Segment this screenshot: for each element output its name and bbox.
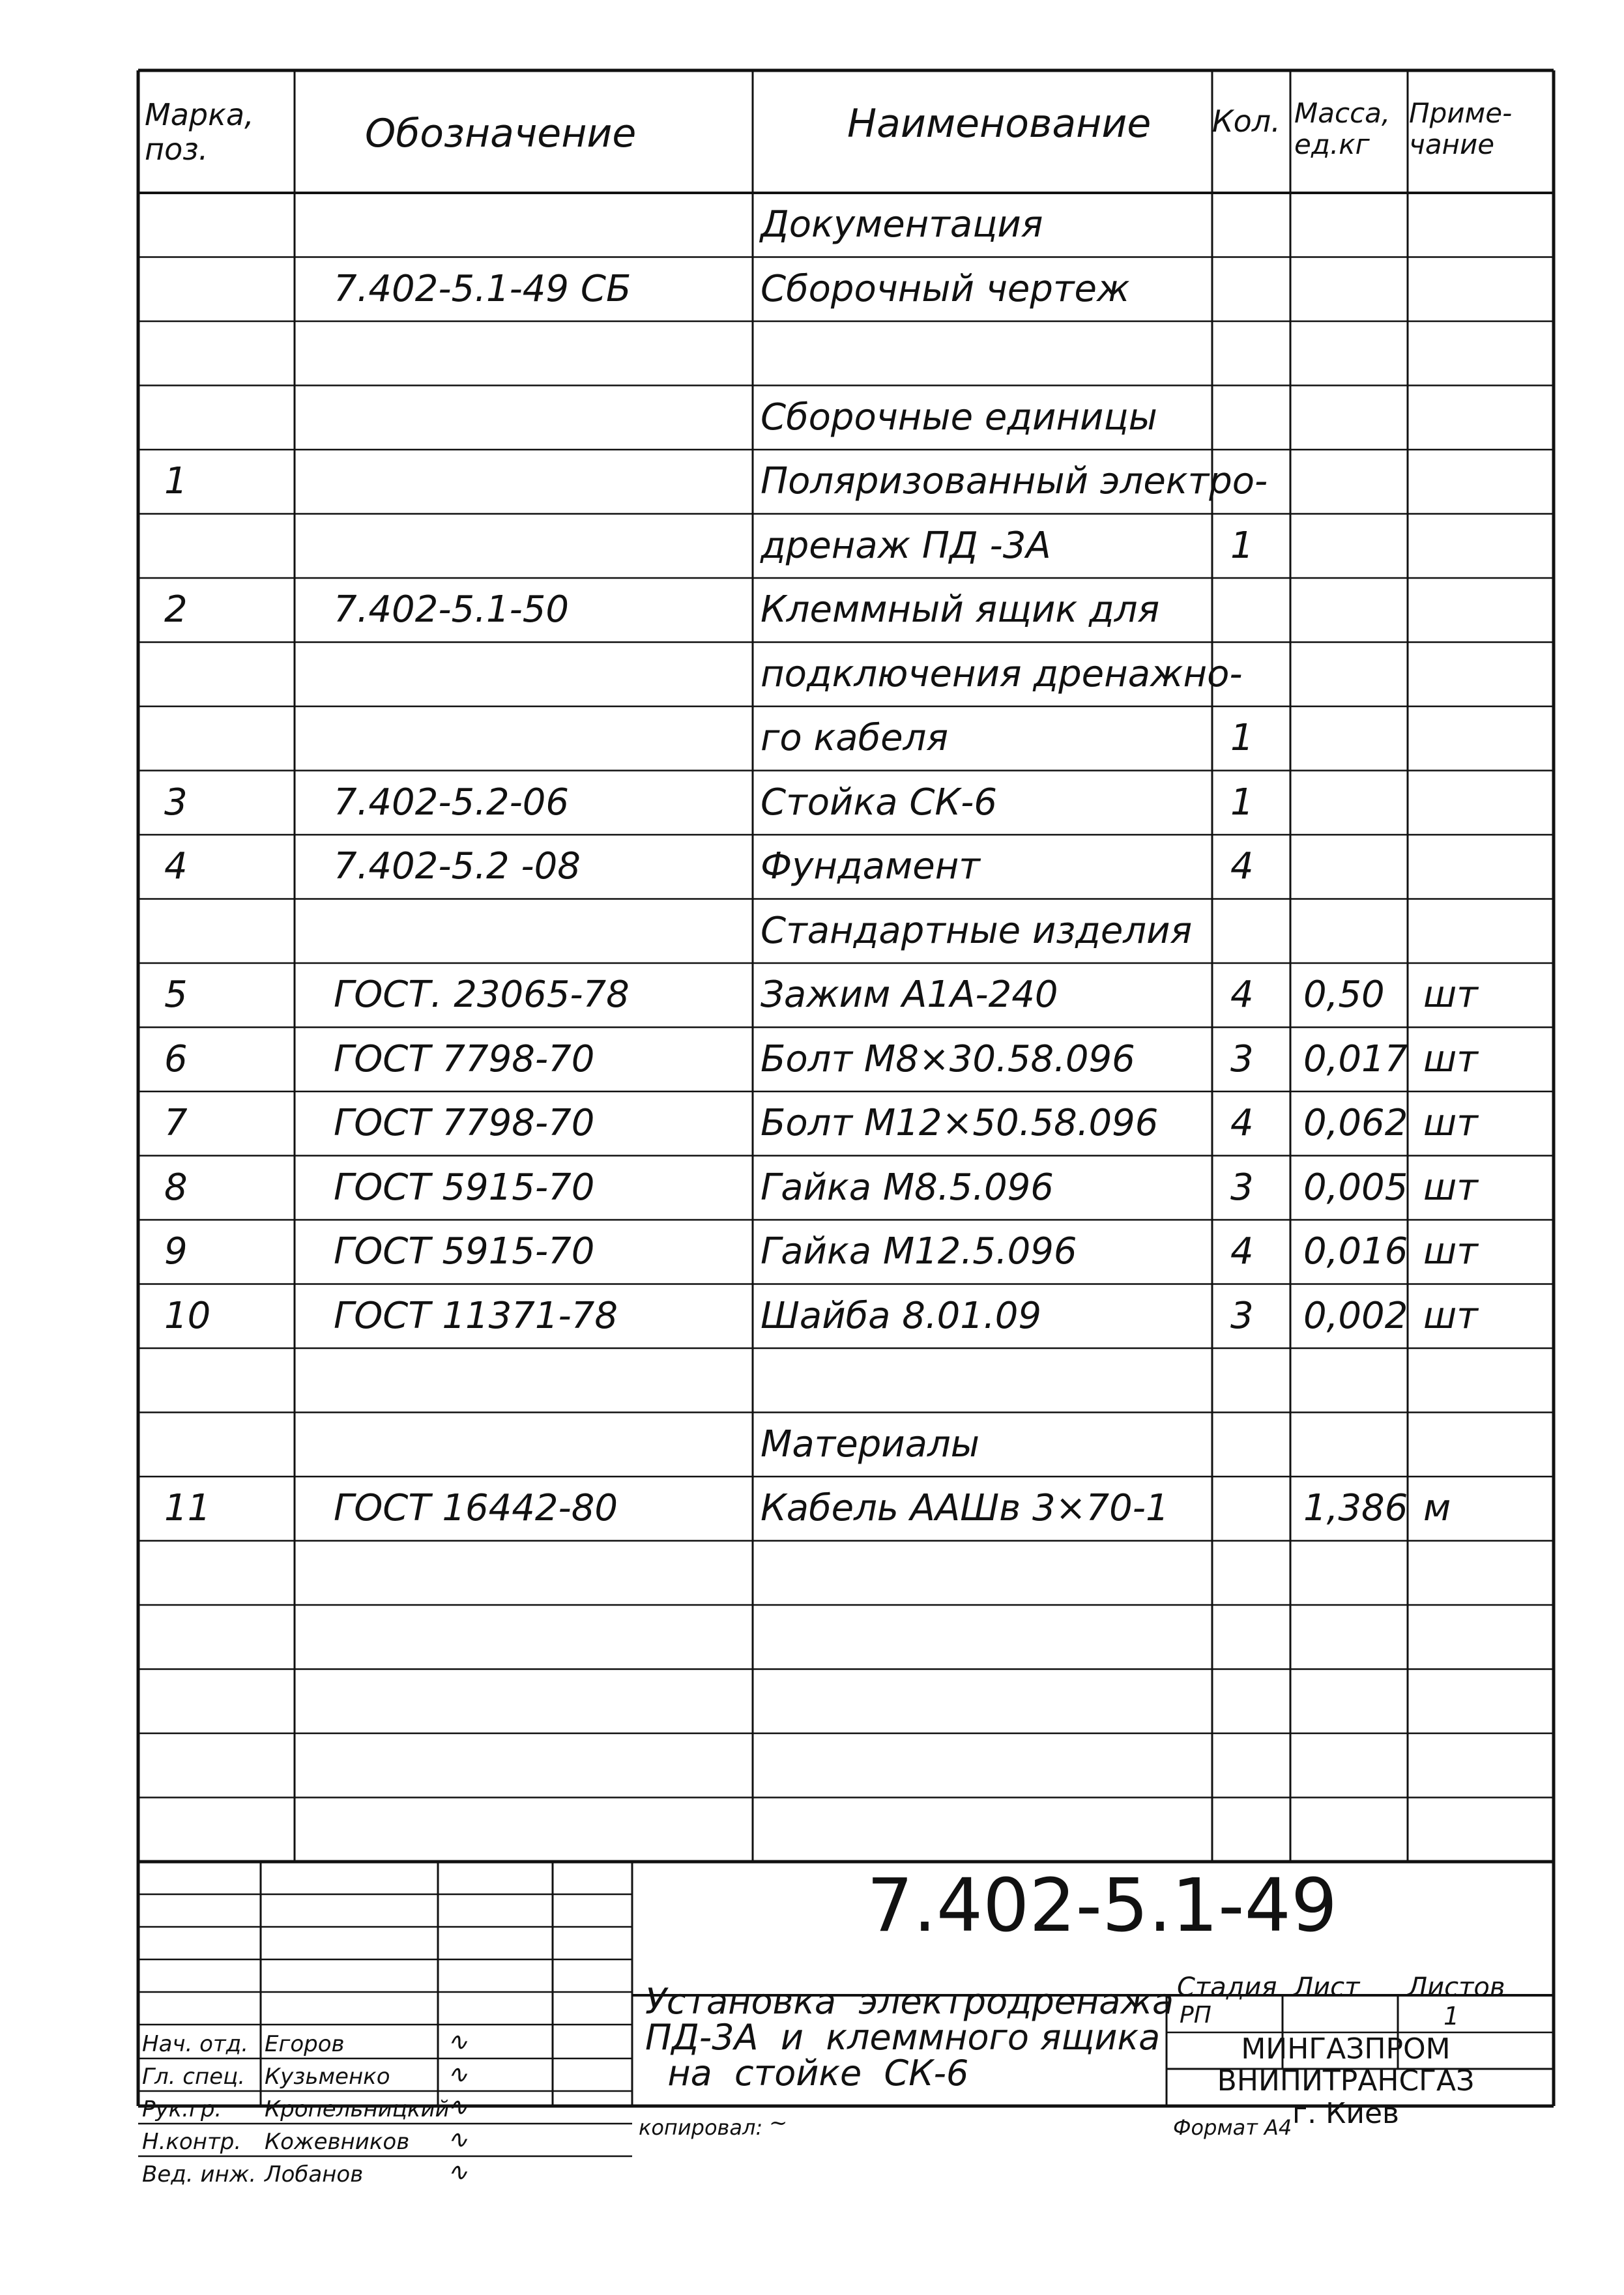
signer-name: Лобанов: [265, 2161, 364, 2187]
row-qty: 1: [1230, 717, 1254, 759]
signer-role: Н.контр.: [142, 2129, 242, 2155]
row-position: 7: [164, 1102, 188, 1144]
signer-name: Егоров: [265, 2031, 345, 2057]
row-position: 9: [164, 1230, 188, 1273]
stage-value: РП: [1180, 2002, 1211, 2028]
sheet-label: Лист: [1294, 1972, 1360, 2002]
copier-signature: ~: [769, 2110, 788, 2136]
row-position: 10: [164, 1294, 211, 1337]
row-name: Фундамент: [761, 845, 980, 888]
signer-role: Рук.гр.: [142, 2096, 222, 2122]
row-qty: 3: [1230, 1037, 1254, 1080]
row-designation: 7.402-5.2-06: [334, 781, 570, 824]
row-position: 1: [164, 460, 188, 502]
copied-label: копировал:: [639, 2115, 763, 2140]
row-name: Болт М12×50.58.096: [761, 1102, 1159, 1144]
header-note: Приме- чание: [1409, 97, 1513, 161]
document-title: Установка электродренажа ПД-3А и клеммного ящика на стойке СК-6: [645, 1981, 1174, 2094]
signature-mark: ∿: [447, 2060, 468, 2088]
row-position: 3: [164, 781, 188, 824]
row-name: Шайба 8.01.09: [761, 1294, 1041, 1337]
format-label: Формат А4: [1173, 2115, 1292, 2140]
row-mass: 0,016: [1303, 1230, 1408, 1273]
row-position: 5: [164, 974, 188, 1016]
signature-mark: ∿: [447, 2158, 468, 2186]
row-name: Клеммный ящик для: [761, 588, 1160, 631]
row-qty: 3: [1230, 1294, 1254, 1337]
row-note: шт: [1423, 1102, 1478, 1144]
row-qty: 1: [1230, 524, 1254, 567]
signer-name: Кожевников: [265, 2129, 410, 2155]
signer-role: Нач. отд.: [142, 2031, 249, 2057]
row-position: 2: [164, 588, 188, 631]
sheets-label: Листов: [1408, 1972, 1505, 2002]
row-designation: ГОСТ 7798-70: [334, 1037, 595, 1080]
row-name: Материалы: [761, 1422, 979, 1465]
row-name: Гайка М12.5.096: [761, 1230, 1077, 1273]
row-mass: 0,062: [1303, 1102, 1408, 1144]
signature-mark: ∿: [447, 2092, 468, 2121]
row-name: подключения дренажно-: [761, 652, 1243, 695]
row-qty: 1: [1230, 781, 1254, 824]
row-mass: 0,005: [1303, 1166, 1408, 1209]
row-name: Болт М8×30.58.096: [761, 1037, 1135, 1080]
row-qty: 4: [1230, 845, 1254, 888]
row-name: Поляризованный электро-: [761, 460, 1268, 502]
organization: МИНГАЗПРОМ ВНИПИТРАНСГАЗ г. Киев: [1217, 2032, 1475, 2130]
row-qty: 3: [1230, 1166, 1254, 1209]
row-note: шт: [1423, 1230, 1478, 1273]
row-name: Сборочный чертеж: [761, 267, 1130, 310]
row-name: Сборочные единицы: [761, 396, 1157, 439]
signature-mark: ∿: [447, 2125, 468, 2154]
stage-label: Стадия: [1177, 1972, 1277, 2002]
header-name: Наименование: [847, 101, 1152, 147]
header-designation: Обозначение: [365, 111, 637, 156]
row-qty: 4: [1230, 1102, 1254, 1144]
row-position: 8: [164, 1166, 188, 1209]
row-name: Зажим А1А-240: [761, 974, 1058, 1016]
document-number: 7.402-5.1-49: [867, 1864, 1338, 1948]
row-note: шт: [1423, 1037, 1478, 1080]
row-position: 11: [164, 1487, 211, 1529]
row-designation: 7.402-5.1-49 СБ: [334, 267, 631, 310]
signer-role: Вед. инж.: [142, 2161, 257, 2187]
row-name: го кабеля: [761, 717, 949, 759]
row-designation: ГОСТ 5915-70: [334, 1166, 595, 1209]
header-qty: Кол.: [1212, 104, 1281, 139]
signature-mark: ∿: [447, 2027, 468, 2056]
row-name: дренаж ПД -3А: [761, 524, 1051, 567]
row-designation: ГОСТ 16442-80: [334, 1487, 618, 1529]
row-note: м: [1423, 1487, 1451, 1529]
row-position: 4: [164, 845, 188, 888]
row-qty: 4: [1230, 1230, 1254, 1273]
row-name: Стойка СК-6: [761, 781, 998, 824]
row-note: шт: [1423, 1294, 1478, 1337]
row-mass: 1,386: [1303, 1487, 1408, 1529]
row-position: 6: [164, 1037, 188, 1080]
header-mass: Масса, ед.кг: [1294, 97, 1391, 161]
row-name: Стандартные изделия: [761, 909, 1193, 952]
sheets-value: 1: [1443, 2002, 1460, 2030]
row-mass: 0,002: [1303, 1294, 1408, 1337]
row-designation: 7.402-5.1-50: [334, 588, 570, 631]
header-mark: Марка, поз.: [145, 97, 254, 167]
row-name: Документация: [761, 203, 1043, 246]
row-name: Гайка М8.5.096: [761, 1166, 1054, 1209]
row-designation: ГОСТ. 23065-78: [334, 974, 630, 1016]
row-designation: ГОСТ 5915-70: [334, 1230, 595, 1273]
row-qty: 4: [1230, 974, 1254, 1016]
signer-name: Кузьменко: [265, 2064, 390, 2090]
row-designation: 7.402-5.2 -08: [334, 845, 581, 888]
row-name: Кабель ААШв 3×70-1: [761, 1487, 1169, 1529]
row-note: шт: [1423, 1166, 1478, 1209]
row-designation: ГОСТ 11371-78: [334, 1294, 618, 1337]
signer-role: Гл. спец.: [142, 2064, 246, 2090]
row-mass: 0,017: [1303, 1037, 1408, 1080]
row-note: шт: [1423, 974, 1478, 1016]
row-mass: 0,50: [1303, 974, 1385, 1016]
row-designation: ГОСТ 7798-70: [334, 1102, 595, 1144]
signer-name: Кропельницкий: [265, 2096, 450, 2122]
